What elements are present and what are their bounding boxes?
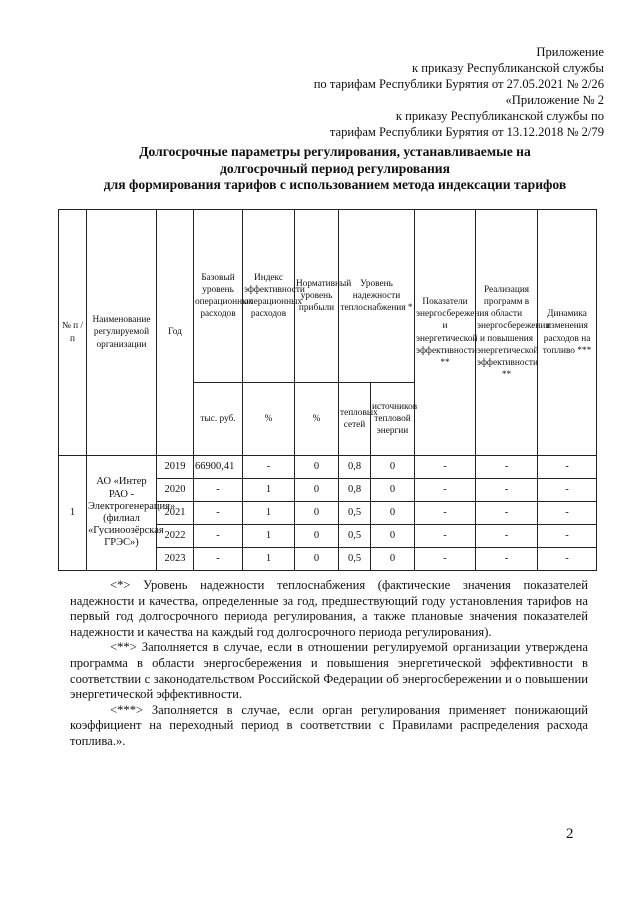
cell-networks: 0,5 [339, 548, 371, 571]
cell-program: - [476, 502, 538, 525]
document-title [40, 144, 630, 194]
header-org: Наименование регулируемой организации [87, 210, 157, 456]
table-row [59, 456, 597, 479]
cell-profit: 0 [295, 548, 339, 571]
header-line: Приложение [536, 45, 604, 59]
cell-networks: 0,5 [339, 502, 371, 525]
page-number: 2 [566, 826, 574, 842]
header-line: к приказу Республиканской службы по [395, 109, 604, 123]
cell-base: - [194, 502, 243, 525]
cell-energy-efficiency: - [415, 525, 476, 548]
header-reliability: Уровень надежности теплоснабжения * [339, 210, 415, 383]
cell-fuel: - [538, 548, 597, 571]
footnote-energy-program: <**> Заполняется в случае, если в отношении регулируемой организации утверждена программа в области энергосбережения и повышения энергетической эффективности в соответствии с законодательством Российской Федерации об энергосбережении и о повышении энергетической эффективности. [70, 640, 588, 702]
cell-program: - [476, 479, 538, 502]
header-num: № п / п [59, 210, 87, 456]
cell-year: 2020 [157, 479, 194, 502]
cell-energy-efficiency: - [415, 456, 476, 479]
cell-program: - [476, 548, 538, 571]
cell-index: 1 [243, 479, 295, 502]
unit-profit: % [295, 383, 339, 456]
cell-profit: 0 [295, 502, 339, 525]
cell-year: 2022 [157, 525, 194, 548]
title-line: Долгосрочные параметры регулирования, устанавливаемые на [139, 144, 531, 159]
unit-sources: источников тепловой энергии [371, 383, 415, 456]
header-program: Реализация программ в области энергосбережения и повышения энергетической эффективности ** [476, 210, 538, 456]
cell-sources: 0 [371, 548, 415, 571]
cell-base: - [194, 525, 243, 548]
header-line: тарифам Республики Бурятия от 13.12.2018 № 2/79 [329, 125, 604, 139]
cell-sources: 0 [371, 479, 415, 502]
header-line: «Приложение № 2 [505, 93, 604, 107]
header-line: по тарифам Республики Бурятия от 27.05.2021 № 2/26 [313, 77, 604, 91]
cell-program: - [476, 525, 538, 548]
cell-fuel: - [538, 479, 597, 502]
cell-fuel: - [538, 502, 597, 525]
cell-networks: 0,5 [339, 525, 371, 548]
cell-index: 1 [243, 525, 295, 548]
cell-year: 2021 [157, 502, 194, 525]
cell-profit: 0 [295, 456, 339, 479]
org-number: 1 [59, 456, 87, 571]
header-base-opex: Базовый уровень операционных расходов [194, 210, 243, 383]
header-line: к приказу Республиканской службы [412, 61, 604, 75]
footnotes [70, 578, 588, 750]
cell-index: - [243, 456, 295, 479]
cell-base: 66900,41 [194, 456, 243, 479]
unit-base: тыс. руб. [194, 383, 243, 456]
title-line: для формирования тарифов с использованием метода индексации тарифов [103, 177, 567, 192]
cell-sources: 0 [371, 525, 415, 548]
cell-energy-efficiency: - [415, 548, 476, 571]
cell-year: 2023 [157, 548, 194, 571]
cell-program: - [476, 456, 538, 479]
cell-sources: 0 [371, 502, 415, 525]
cell-base: - [194, 548, 243, 571]
cell-energy-efficiency: - [415, 502, 476, 525]
cell-profit: 0 [295, 525, 339, 548]
header-efficiency-index: Индекс эффективности операционных расходов [243, 210, 295, 383]
cell-networks: 0,8 [339, 479, 371, 502]
unit-networks: тепловых сетей [339, 383, 371, 456]
header-fuel: Динамика изменения расходов на топливо *** [538, 210, 597, 456]
header-year: Год [157, 210, 194, 456]
footnote-fuel: <***> Заполняется в случае, если орган регулирования применяет понижающий коэффициент на переходный период в соответствии с Правилами распределения расхода топлива.». [70, 702, 588, 748]
parameters-table [58, 209, 597, 571]
header-profit: Нормативный уровень прибыли [295, 210, 339, 383]
cell-year: 2019 [157, 456, 194, 479]
cell-networks: 0,8 [339, 456, 371, 479]
cell-base: - [194, 479, 243, 502]
document-header [314, 44, 604, 140]
cell-index: 1 [243, 548, 295, 571]
title-line: долгосрочный период регулирования [220, 160, 450, 176]
footnote-reliability: <*> Уровень надежности теплоснабжения (фактические значения показателей надежности и качества, определенные за год, предшествующий году установления тарифов на первый год долгосрочного периода регулирования, а также плановые значения показателей надежности и качества на каждый год долгосрочного периода регулирования). [70, 578, 588, 639]
cell-profit: 0 [295, 479, 339, 502]
cell-fuel: - [538, 456, 597, 479]
unit-index: % [243, 383, 295, 456]
header-energy-efficiency: Показатели энергосбережения и энергетической эффективности ** [415, 210, 476, 456]
cell-sources: 0 [371, 456, 415, 479]
cell-energy-efficiency: - [415, 479, 476, 502]
org-name: АО «Интер РАО - Электрогенерация» (филиал «Гусиноозёрская ГРЭС») [87, 456, 157, 571]
cell-index: 1 [243, 502, 295, 525]
cell-fuel: - [538, 525, 597, 548]
